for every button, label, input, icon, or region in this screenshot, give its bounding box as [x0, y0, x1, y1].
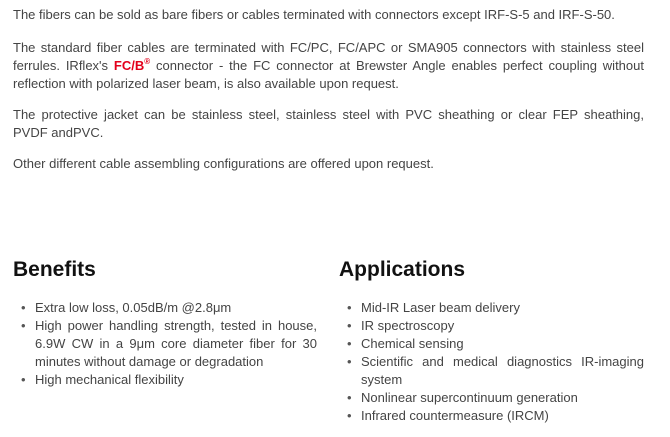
intro-paragraph-standard-cables	[13, 39, 644, 93]
benefit-item: • High power handling strength, tested in house, 6.9W CW in a 9μm core diameter fiber for 30 minutes without damage or degradation	[13, 317, 317, 371]
registered-mark: ®	[144, 56, 151, 66]
application-item: • IR spectroscopy	[339, 317, 644, 335]
fcb-brand-link[interactable]: FC/B®	[113, 56, 151, 73]
intro-paragraph-jacket: The protective jacket can be stainless steel, stainless steel with PVC sheathing or clear FEP sheathing, PVDF andPVC.	[13, 107, 644, 140]
benefits-list	[13, 299, 317, 389]
application-item: • Scientific and medical diagnostics IR-imaging system	[339, 353, 644, 389]
application-item: • Nonlinear supercontinuum generation	[339, 389, 644, 407]
application-item: • Chemical sensing	[339, 335, 644, 353]
application-item: • Mid-IR Laser beam delivery	[339, 299, 644, 317]
benefit-item: • High mechanical flexibility	[13, 371, 317, 389]
intro-paragraph-connectors: The fibers can be sold as bare fibers or cables terminated with connectors except IRF-S-5 and IRF-S-50.	[13, 7, 615, 22]
applications-list	[339, 299, 644, 425]
applications-heading: Applications	[339, 258, 466, 281]
standard-cables-text: The standard fiber cables are terminated with FC/PC, FC/APC or SMA905 connectors with stainless steel ferrules. IRflex's	[13, 40, 644, 73]
benefits-heading: Benefits	[13, 258, 96, 281]
benefit-item: • Extra low loss, 0.05dB/m @2.8μm	[13, 299, 317, 317]
intro-paragraph-configurations: Other different cable assembling configurations are offered upon request.	[13, 156, 434, 171]
brewster-text: connector - the FC connector at Brewster Angle enables perfect coupling without reflection with polarized laser beam, is also available upon request.	[13, 58, 644, 91]
application-item: • Infrared countermeasure (IRCM)	[339, 407, 644, 425]
